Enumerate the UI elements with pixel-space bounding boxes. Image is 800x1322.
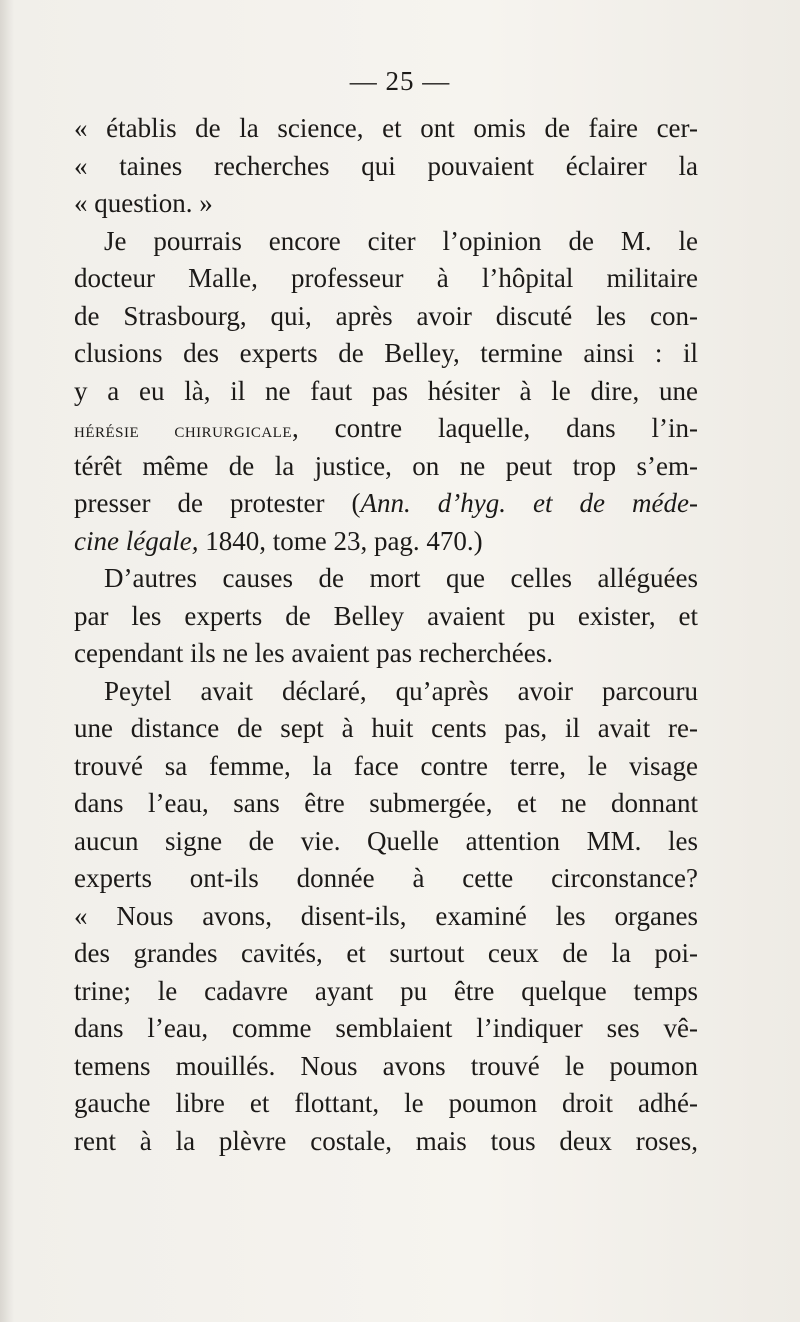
text-line: « établis de la science, et ont omis de faire cer-: [74, 113, 698, 143]
text-line: trouvé sa femme, la face contre terre, le visage: [74, 750, 698, 781]
text-line: clusions des experts de Belley, termine ainsi : il: [74, 338, 698, 368]
text-line: docteur Malle, professeur à l’hôpital militaire: [74, 263, 698, 293]
text-line: « question. »: [74, 188, 213, 218]
text-line: « taines recherches qui pouvaient éclairer la: [74, 150, 698, 181]
text-line: dans l’eau, comme semblaient l’indiquer ses vê-: [74, 1013, 698, 1043]
text-line: de Strasbourg, qui, après avoir discuté les con-: [74, 300, 698, 331]
text-line: experts ont-ils donnée à cette circonstance?: [74, 863, 698, 893]
page-number: — 25 —: [349, 66, 451, 96]
text-line: trine; le cadavre ayant pu être quelque temps: [74, 975, 698, 1006]
text-line: D’autres causes de mort que celles alléguées: [104, 563, 698, 593]
text-line: « Nous avons, disent-ils, examiné les organes: [74, 900, 698, 931]
text-span: Ann. d’hyg. et de méde-: [360, 488, 698, 518]
text-line: une distance de sept à huit cents pas, il avait re-: [74, 713, 698, 743]
text-span: presser de protester (: [74, 488, 361, 518]
text-line: y a eu là, il ne faut pas hésiter à le dire, une: [74, 375, 698, 406]
text-line: des grandes cavités, et surtout ceux de la poi-: [74, 938, 698, 968]
text-line: Peytel avait déclaré, qu’après avoir parcouru: [104, 675, 698, 706]
text-line: [74, 410, 698, 448]
text-line: cependant ils ne les avaient pas recherchées.: [74, 638, 554, 668]
body-text: [74, 110, 698, 1160]
text-line: dans l’eau, sans être submergée, et ne donnant: [74, 788, 698, 818]
text-line: térêt même de la justice, on ne peut trop s’em-: [74, 450, 698, 481]
text-span: hérésie chirurgicale: [74, 417, 292, 442]
text-span: cine légale,: [74, 525, 199, 556]
text-line: par les experts de Belley avaient pu exister, et: [74, 600, 698, 631]
text-span: , contre laquelle, dans l’in-: [291, 413, 698, 443]
text-line: rent à la plèvre costale, mais tous deux roses,: [74, 1125, 698, 1156]
text-line: Je pourrais encore citer l’opinion de M. le: [104, 225, 698, 256]
text-line: [74, 485, 698, 523]
text-span: 1840, tome 23, pag. 470.): [198, 525, 483, 556]
text-line: [74, 523, 698, 561]
text-line: aucun signe de vie. Quelle attention MM. les: [74, 825, 698, 856]
text-line: temens mouillés. Nous avons trouvé le poumon: [74, 1050, 698, 1081]
text-line: gauche libre et flottant, le poumon droit adhé-: [74, 1088, 698, 1118]
